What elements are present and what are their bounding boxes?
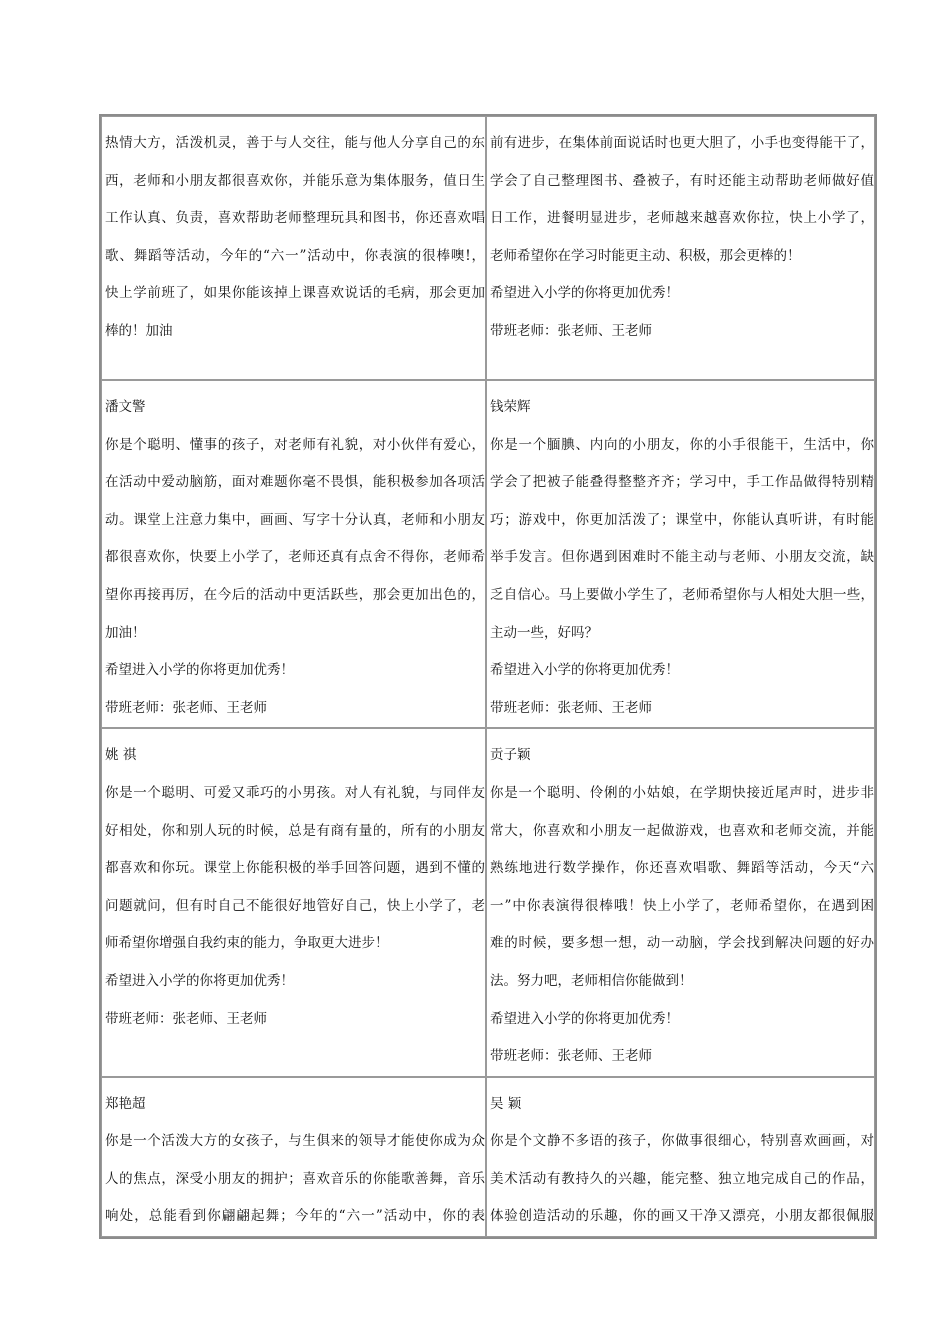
student-name: 贡子颖 [490,747,531,764]
comment-line: 你是个聪明、懂事的孩子，对老师有礼貌，对小伙伴有爱心， [105,436,485,453]
comment-line: 人的焦点，深受小朋友的拥护；喜欢音乐的你能歌善舞，音乐 [105,1170,485,1187]
comment-line: 动。课堂上注意力集中，画画、写字十分认真，老师和小朋友 [105,511,485,528]
comment-cell [101,1077,486,1237]
comment-line: 带班老师：张老师、王老师 [490,1048,652,1065]
comment-cell [486,116,875,380]
comment-line: 熟练地进行数学操作，你还喜欢唱歌、舞蹈等活动，今天“六 [490,860,874,877]
comment-line: 日工作，进餐明显进步，老师越来越喜欢你拉，快上小学了， [490,210,874,227]
comment-line: 师希望你增强自我约束的能力，争取更大进步！ [105,935,389,952]
comment-line: 常大，你喜欢和小朋友一起做游戏，也喜欢和老师交流，并能 [490,822,874,839]
comment-line: 快上学前班了，如果你能该掉上课喜欢说话的毛病，那会更加 [105,285,485,302]
comment-line: 带班老师：张老师、王老师 [490,322,652,339]
student-name: 钱荣辉 [490,399,531,415]
comment-cell [486,380,875,728]
comment-cell [101,116,486,380]
comment-line: 学会了自己整理图书、叠被子，有时还能主动帮助老师做好值 [490,172,874,189]
comment-line: 热情大方，活泼机灵，善于与人交往，能与他人分享自己的东 [105,135,485,151]
table-row [101,116,875,380]
comment-line: 工作认真、负责，喜欢帮助老师整理玩具和图书，你还喜欢唱 [105,210,485,227]
student-name: 姚 祺 [105,747,137,764]
comment-line: 体验创造活动的乐趣，你的画又干净又漂亮，小朋友都很佩服 [490,1208,874,1225]
comment-line: 希望进入小学的你将更加优秀！ [105,662,294,679]
comment-line: 前有进步，在集体前面说话时也更大胆了，小手也变得能干了， [490,135,874,151]
comment-line: 希望进入小学的你将更加优秀！ [490,662,679,679]
student-name: 吴 颖 [490,1095,522,1112]
comment-line: 你是一个腼腆、内向的小朋友，你的小手很能干，生活中，你 [490,436,874,453]
comment-line: 美术活动有教持久的兴趣，能完整、独立地完成自己的作品， [490,1170,874,1187]
comments-table [99,114,877,1239]
comment-line: 歌、舞蹈等活动，今年的“六一”活动中，你表演的很棒噢!， [105,247,485,264]
comment-cell [486,1077,875,1237]
comment-line: 难的时候，要多想一想，动一动脑，学会找到解决问题的好办 [490,935,874,952]
comment-line: 问题就问，但有时自己不能很好地管好自己，快上小学了，老 [105,897,485,914]
comment-line: 一”中你表演得很棒哦！快上小学了，老师希望你，在遇到困 [490,897,874,914]
comment-line: 你是一个活泼大方的女孩子，与生俱来的领导才能使你成为众 [105,1133,485,1150]
comment-line: 乏自信心。马上要做小学生了，老师希望你与人相处大胆一些， [490,586,874,603]
comment-line: 带班老师：张老师、王老师 [490,699,652,716]
comment-line: 举手发言。但你遇到困难时不能主动与老师、小朋友交流，缺 [490,549,874,566]
comment-line: 带班老师：张老师、王老师 [105,1010,267,1027]
comment-line: 法。努力吧，老师相信你能做到！ [490,972,693,989]
comment-line: 你是个文静不多语的孩子，你做事很细心，特别喜欢画画，对 [490,1133,874,1150]
comment-line: 希望进入小学的你将更加优秀！ [490,1010,679,1027]
comment-line: 在活动中爱动脑筋，面对难题你毫不畏惧，能积极参加各项活 [105,474,485,491]
comment-line: 带班老师：张老师、王老师 [105,699,267,716]
table-row [101,1077,875,1237]
comment-cell [101,728,486,1076]
table-row [101,728,875,1076]
comment-cell [486,728,875,1076]
comment-line: 好相处，你和别人玩的时候，总是有商有量的，所有的小朋友 [105,822,485,839]
comment-line: 望你再接再厉，在今后的活动中更活跃些，那会更加出色的， [105,586,485,603]
student-name: 潘文警 [105,399,146,415]
comment-line: 都很喜欢你，快要上小学了，老师还真有点舍不得你，老师希 [105,549,485,566]
table-row [101,380,875,728]
comment-line: 老师希望你在学习时能更主动、积极，那会更棒的！ [490,247,801,264]
comment-line: 都喜欢和你玩。课堂上你能积极的举手回答问题，遇到不懂的 [105,860,485,877]
comment-line: 巧；游戏中，你更加活泼了；课堂中，你能认真听讲，有时能 [490,511,874,528]
comment-line: 主动一些，好吗？ [490,624,598,641]
student-name: 郑艳超 [105,1095,146,1112]
comment-line: 希望进入小学的你将更加优秀！ [490,285,679,302]
comment-line: 西，老师和小朋友都很喜欢你，并能乐意为集体服务，值日生 [105,172,485,189]
comment-line: 你是一个聪明、可爱又乖巧的小男孩。对人有礼貌，与同伴友 [105,784,485,801]
comment-line: 希望进入小学的你将更加优秀！ [105,972,294,989]
comment-line: 加油！ [105,624,146,641]
comment-line: 棒的！加油 [105,322,173,339]
comment-line: 学会了把被子能叠得整整齐齐；学习中，手工作品做得特别精 [490,474,874,491]
comment-line: 你是一个聪明、伶俐的小姑娘，在学期快接近尾声时，进步非 [490,784,874,801]
comment-cell [101,380,486,728]
comment-line: 响处，总能看到你翩翩起舞；今年的“六一”活动中，你的表 [105,1208,485,1225]
